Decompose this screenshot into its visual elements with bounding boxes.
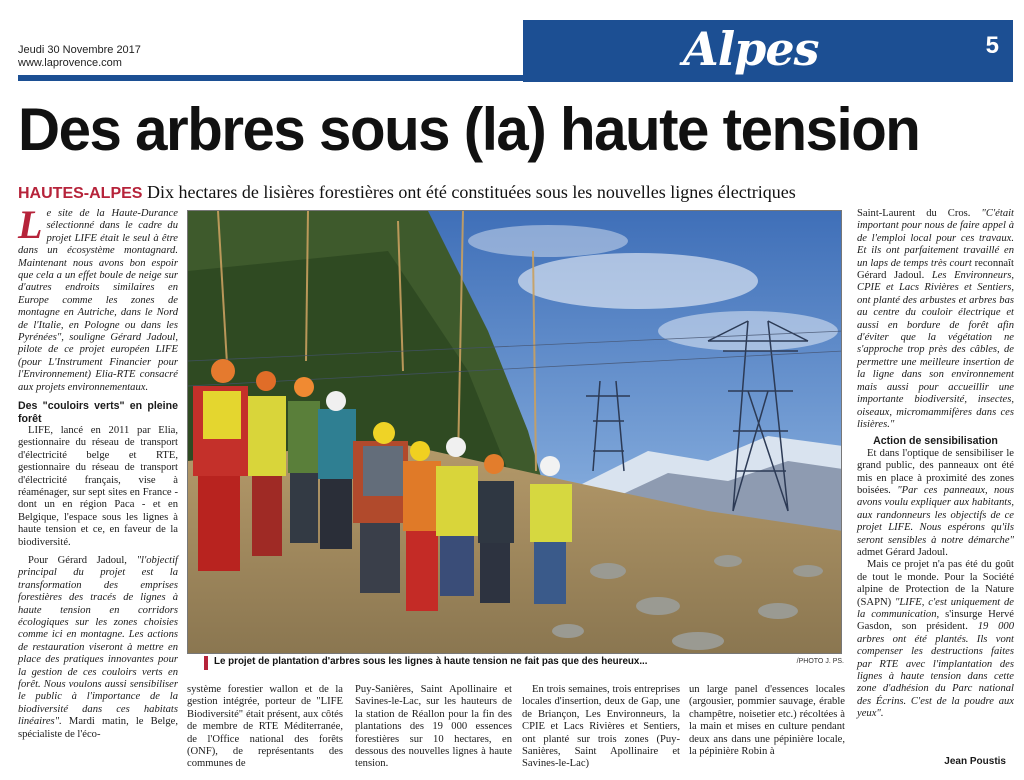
byline: Jean Poustis xyxy=(944,756,1006,767)
article-column-6 xyxy=(857,208,1014,721)
photo-credit: /PHOTO J. PS. xyxy=(796,658,844,665)
paragraph-local-jobs: Saint-Laurent du Cros. "C'était important pour nous de faire appel à de l'emploi local pour ces travaux. Et ils ont parfaitement travaillé en un laps de temps très court reconnaît Gérard Jadoul. Les Environneurs, CPIE et Lacs Rivières et Sentiers, ont planté des arbustes et arbres bas au centre du couloir électrique et aussi en bordure de forêt afin d'éviter que la végétation ne s'approche trop près des câbles, de permettre une meilleure insertion de la ligne dans son environnement mais aussi pour accueillir une importante biodiversité, insectes, oiseaux, micromammifères dans ces lisières." xyxy=(857,208,1014,430)
dateline xyxy=(18,44,141,70)
article-photo xyxy=(187,210,842,654)
article-column-4 xyxy=(522,684,680,771)
article-column-3 xyxy=(355,684,512,771)
header-rule xyxy=(18,75,523,81)
standfirst: Dix hectares de lisières forestières ont été constituées sous les nouvelles lignes électriques xyxy=(146,182,796,202)
issue-date: Jeudi 30 Novembre 2017 xyxy=(18,44,141,56)
subhead-awareness: Action de sensibilisation xyxy=(873,435,998,448)
article-column-1 xyxy=(18,202,178,741)
article-column-2 xyxy=(187,684,343,771)
column-3-text: Puy-Sanières, Saint Apollinaire et Savines-le-Lac, sur les hauteurs de la station de Réallon pour la fin des plantations des 19 000 essences forestières sur 10 hectares, en dessous des nouvelles lignes à haute tension. xyxy=(355,684,512,770)
article-column-5 xyxy=(689,684,845,758)
paragraph-life: LIFE, lancé en 2011 par Elia, gestionnaire du réseau de transport d'électricité belge et RTE, gestionnaire du réseau de transport d'électricité français, vise à réaménager, sur sept sites en France - dont un en région Paca - et en Belgique, l'espace sous les lignes à haute tension et ce, en faveur de la biodiversité. xyxy=(18,424,178,548)
article-headline: Des arbres sous (la) haute tension xyxy=(18,96,920,163)
photo-caption xyxy=(204,656,844,670)
caption-text: Le projet de plantation d'arbres sous les lignes à haute tension ne fait pas que des heureux... xyxy=(214,656,648,667)
paragraph-awareness: Et dans l'optique de sensibiliser le grand public, des panneaux ont été mis en place à proximité des zones boisées. "Par ces panneaux, nous avons voulu expliquer aux habitants, aux randonneurs les objectifs de ce projet LIFE. Nous espérons qu'ils seront sensibles à notre démarche" admet Gérard Jadoul. xyxy=(857,447,1014,558)
page-number: 5 xyxy=(985,32,999,59)
caption-marker xyxy=(204,656,208,670)
section-title: Alpes xyxy=(683,22,819,76)
website-link[interactable]: www.laprovence.com xyxy=(18,57,122,69)
column-2-text: système forestier wallon et de la gestion intégrée, porteur de "LIFE Biodiversité" était présent, aux côtés de membre de RTE Méditerranée, de l'Office national des forêts (ONF), de représentants des communes de xyxy=(187,684,343,770)
paragraph-criticism: Mais ce projet n'a pas été du goût de tout le monde. Pour la Société alpine de Protection de la Nature (SAPN) "LIFE, c'est uniquement de la communication, s'insurge Hervé Gasdon, son président. 19 000 arbres ont été plantés. Ils vont compenser les destructions faites par RTE avec l'implantation des lignes à haute tension dans cette zone d'adhésion du Parc national des Écrins. C'est de la poudre aux yeux". xyxy=(857,559,1014,720)
standfirst-line xyxy=(18,181,796,205)
section-banner xyxy=(523,20,1013,82)
column-4-text: En trois semaines, trois entreprises locales d'insertion, deux de Gap, une de Briançon, Les Environneurs, la CPIE et Lacs Rivières et Sentiers, ont planté sur trois zones (Puy-Sanières, Saint Apollinaire et Savines-le-Lac) xyxy=(522,684,680,770)
intro-paragraph: e site de la Haute-Durance sélectionné dans le cadre du projet LIFE était le seul à être dans un écosystème montagnard. Maintenant nous avons bon espoir que cela a un effet boule de neige sur d'autres endroits similaires en Europe comme les zones de montagne en Autriche, dans le Nord de l'Italie, en Pologne ou dans les Pyrénées", souligne Gérard Jadoul, pilote de ce projet européen LIFE (pour L'Instrument Financier pour l'Environnement) Elia-RTE consacré aux projets environnementaux. xyxy=(18,208,178,393)
subhead-green-corridors: Des "couloirs verts" en pleine forêt xyxy=(18,400,178,425)
column-5-text: un large panel d'essences locales (argousier, pommier sauvage, érable champêtre, noisetier etc.) récoltées à la main et mises en culture pendant deux ans dans une pépinière locale, la pépinière Robin à xyxy=(689,684,845,758)
drop-cap: L xyxy=(18,202,43,247)
photo-illustration xyxy=(188,211,842,654)
paragraph-objective: Pour Gérard Jadoul, "l'objectif principal du projet est la transformation des emprises forestières des tracés de lignes à haute tension en corridors écologiques sur les zones choisies comme ici en montagne. Les actions de restauration viseront à mettre en place des pratiques innovantes pour la gestion de ces couloirs verts en forêt. Nous voulons aussi sensibiliser le public à l'importance de la biodiversité dans ces habitats linéaires". Mardi matin, le Belge, spécialiste de l'éco- xyxy=(18,554,178,740)
kicker: HAUTES-ALPES xyxy=(18,185,143,202)
